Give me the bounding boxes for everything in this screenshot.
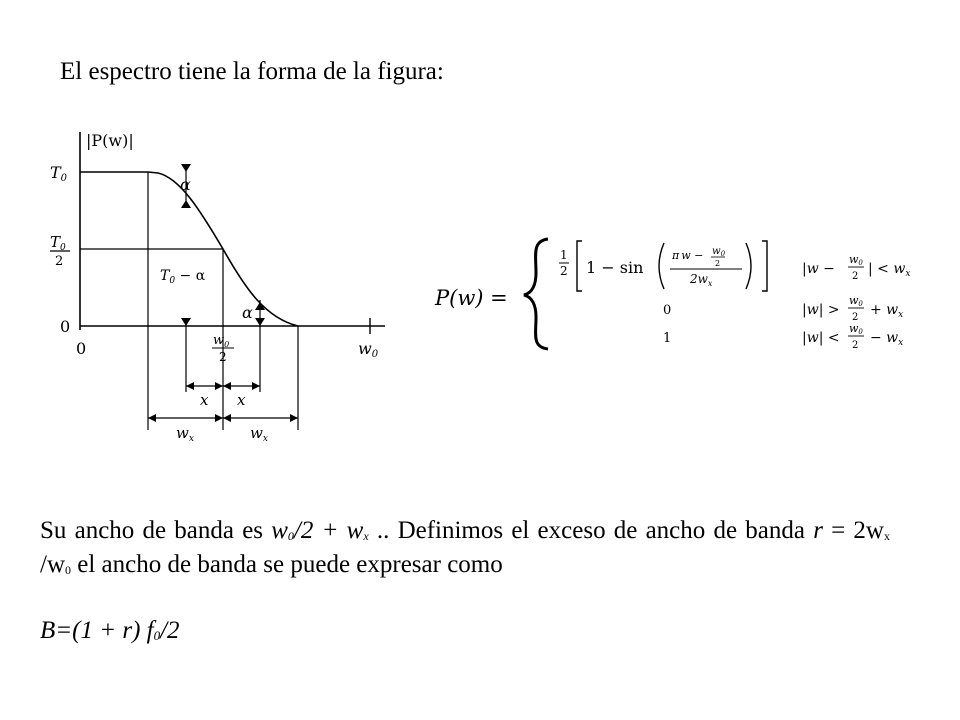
svg-text:πw −: π w − bbox=[672, 249, 704, 262]
bandwidth-formula: B=(1 + r) $f_0/2$ bbox=[40, 617, 180, 644]
y-tick-half-den: 2 bbox=[55, 254, 64, 269]
x-left-baseline-arrow bbox=[181, 318, 191, 326]
y-tick-half-num: $T_0$ bbox=[50, 233, 66, 253]
spectrum-figure bbox=[40, 120, 400, 450]
x-tick-zero: 0 bbox=[76, 339, 87, 358]
svg-text:w0: w0 bbox=[849, 322, 863, 336]
alpha-top-label: α bbox=[180, 175, 191, 194]
svg-text:w0: $w_0$ bbox=[712, 246, 726, 258]
svg-text:− wx: − $w_x$ bbox=[870, 330, 904, 348]
row2-value: 0 bbox=[663, 303, 672, 318]
alpha-bottom-label: α bbox=[242, 303, 253, 322]
wx-left-label: $w_x$ bbox=[176, 424, 194, 444]
region-label: $T_0 - \alpha$ bbox=[160, 268, 206, 286]
svg-text:2wx: $2w_x$ bbox=[690, 272, 713, 288]
x-tick-w0: w0 bbox=[358, 339, 379, 360]
svg-text:w0: w0 bbox=[849, 253, 863, 267]
mid-frac-num: $w_0$ bbox=[213, 333, 230, 349]
slide-heading: El espectro tiene la forma de la figura: bbox=[60, 58, 444, 85]
svg-text:2: 2 bbox=[560, 264, 568, 278]
svg-text:2: 2 bbox=[852, 271, 859, 282]
svg-text:2: 2 bbox=[715, 259, 721, 268]
formula-lhs: P(w) = bbox=[435, 286, 508, 310]
svg-text:| < wx: | < $w_x$ bbox=[868, 261, 911, 279]
alpha-top-arrow-head-down bbox=[181, 164, 191, 172]
svg-text:1: 1 bbox=[560, 248, 568, 262]
y-tick-zero: 0 bbox=[60, 317, 71, 336]
bandwidth-paragraph: Su ancho de banda es $w_0/2 + w_x$ .. Definimos el exceso de ancho de banda $r = 2w_x$ $/w_0$ el ancho de banda se puede expresar como bbox=[40, 517, 890, 578]
formula-brace bbox=[524, 239, 548, 349]
row1-expr: 1 − sin bbox=[586, 258, 644, 277]
mid-frac-den: 2 bbox=[219, 350, 227, 364]
svg-text:2: 2 bbox=[852, 340, 859, 351]
svg-text:|w| >: |w| > bbox=[802, 302, 840, 318]
piecewise-formula bbox=[420, 225, 940, 360]
svg-text:2: 2 bbox=[852, 312, 859, 323]
svg-text:w0: w0 bbox=[849, 294, 863, 308]
svg-text:|w −: |w − bbox=[802, 261, 835, 277]
svg-text:+ wx: + $w_x$ bbox=[870, 302, 904, 320]
svg-text:|w| <: |w| < bbox=[802, 330, 840, 346]
alpha-top-arrow-head-up bbox=[181, 200, 191, 208]
x-left-label: x bbox=[200, 391, 209, 409]
alpha-bottom-arrow-head-down bbox=[255, 318, 265, 326]
x-right-label: x bbox=[237, 391, 246, 409]
wx-right-label: $w_x$ bbox=[250, 424, 268, 444]
y-tick-T0: T0 bbox=[50, 163, 68, 184]
row3-value: 1 bbox=[663, 331, 672, 346]
y-axis-label: |P(w)| bbox=[86, 131, 134, 150]
